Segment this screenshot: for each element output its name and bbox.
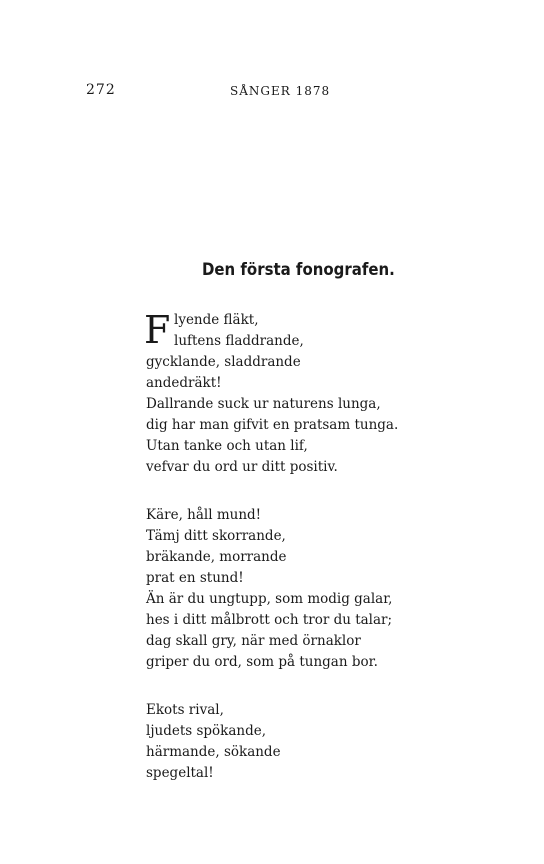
poem-line: dag skall gry, när med örnaklor	[146, 633, 361, 649]
poem-line: bräkande, morrande	[146, 549, 287, 565]
poem-line: härmande, sökande	[146, 744, 281, 760]
poem-line: vefvar du ord ur ditt positiv.	[146, 459, 338, 475]
stanza-1	[146, 310, 466, 478]
poem-line: luftens fladdrande,	[174, 333, 304, 349]
poem-line: Käre, håll mund!	[146, 507, 262, 523]
drop-cap: F	[144, 308, 171, 352]
poem-body	[146, 310, 466, 811]
poem-line: lyende fläkt,	[174, 312, 259, 328]
poem-line: hes i ditt målbrott och tror du talar;	[146, 612, 393, 628]
poem-line: dig har man gifvit en pratsam tunga.	[146, 417, 399, 433]
poem-line: ljudets spökande,	[146, 723, 267, 739]
stanza-2	[146, 505, 466, 673]
stanza-3	[146, 700, 466, 784]
page-number: 272	[86, 82, 116, 98]
poem-line: griper du ord, som på tungan bor.	[146, 654, 378, 670]
poem-line: prat en stund!	[146, 570, 244, 586]
poem-title: Den första fonografen.	[201, 260, 395, 280]
poem-line: andedräkt!	[146, 375, 222, 391]
poem-line: Än är du ungtupp, som modig galar,	[146, 591, 393, 607]
poem-line: Tämj ditt skorrande,	[146, 528, 286, 544]
poem-line: gycklande, sladdrande	[146, 354, 301, 370]
poem-line: spegeltal!	[146, 765, 214, 781]
poem-line: Utan tanke och utan lif,	[146, 438, 308, 454]
poem-line: Ekots rival,	[146, 702, 224, 718]
running-head: SÅNGER 1878	[230, 84, 331, 98]
poem-line: Dallrande suck ur naturens lunga,	[146, 396, 381, 412]
